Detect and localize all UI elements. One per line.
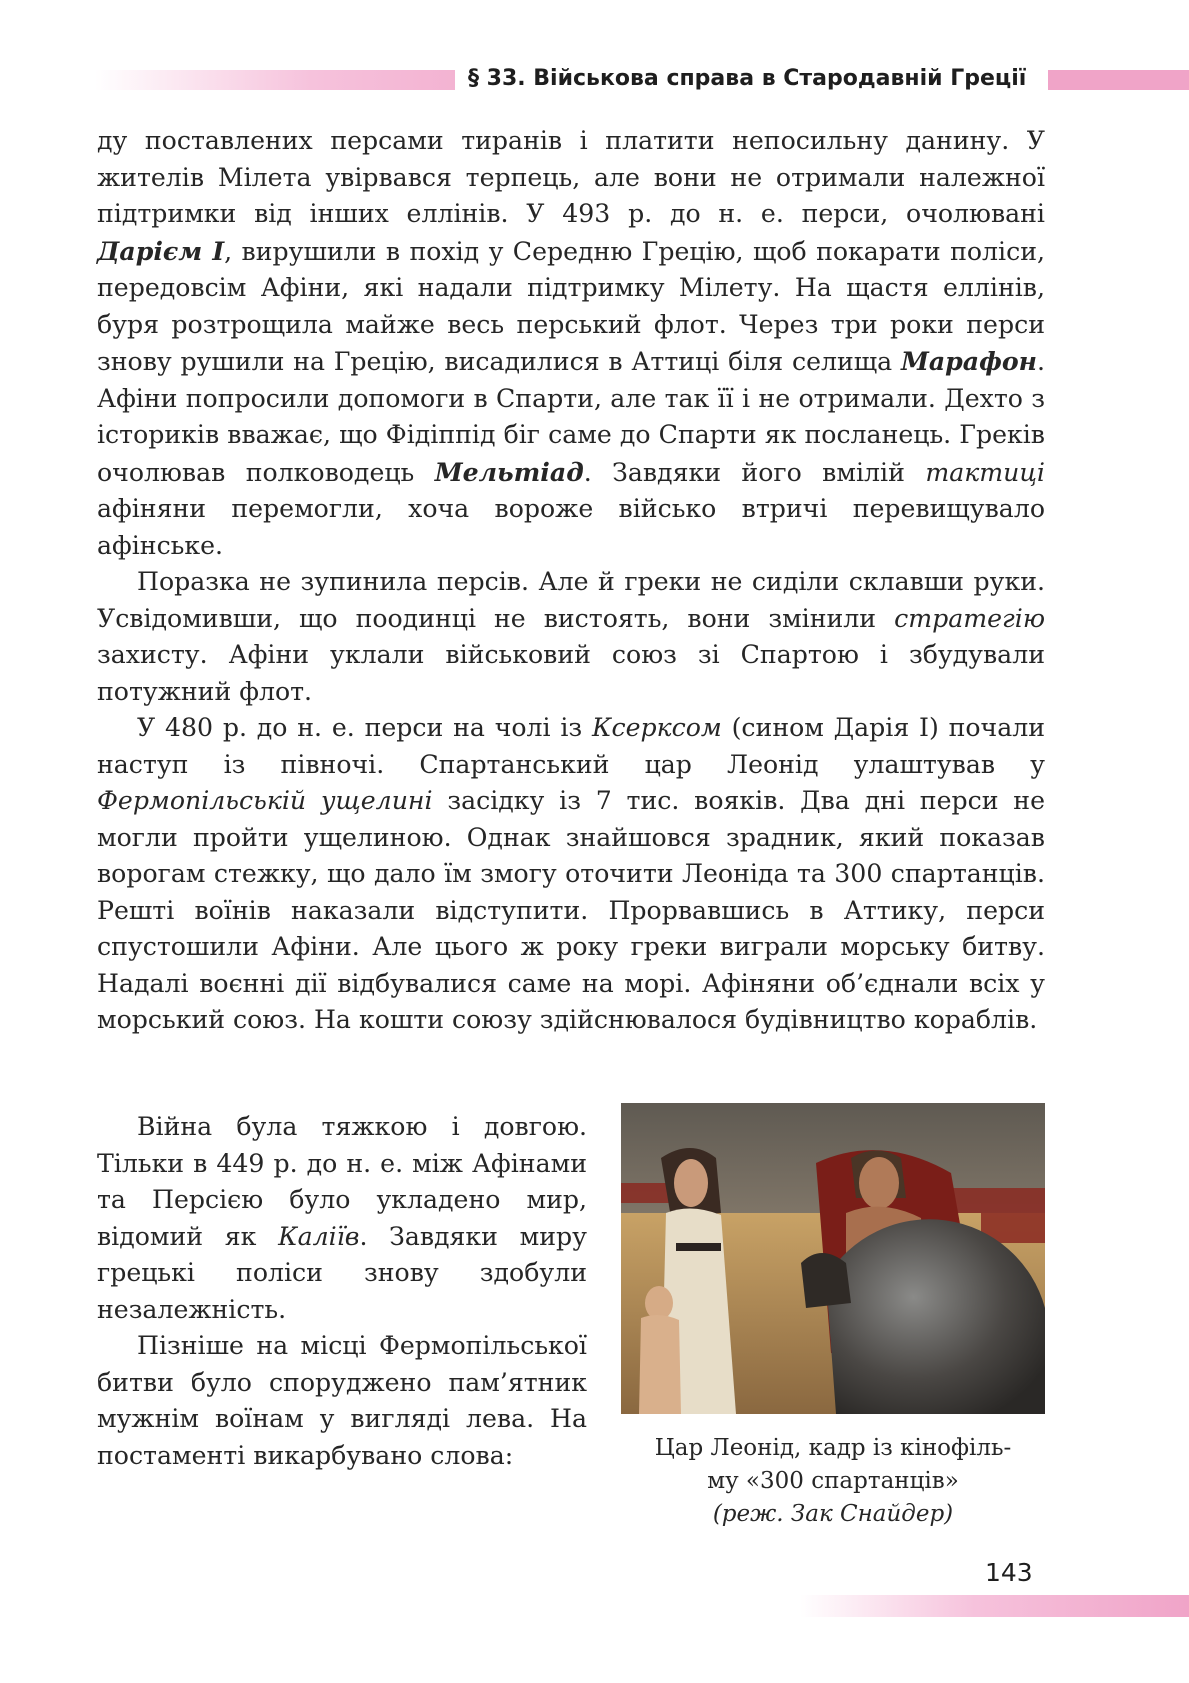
paragraph	[97, 123, 1045, 564]
text-run: ду поставлених персами тиранів і платити непосильну данину. У жителів Мілета увірвався терпець, але вони не отримали належної підтримки від інших еллінів. У 493 р. до н. е. перси, очолювані	[97, 126, 1045, 228]
text-beside-figure	[97, 1109, 587, 1474]
text-run: засідку із 7 тис. вояків. Два дні перси не могли пройти ущелиною. Однак знайшовся зрадник, який показав ворогам стежку, що дало їм змогу оточити Леоніда та 300 спартанців. Решті воїнів наказали відступити. Прорвавшись в Аттику, перси спустошили Афіни. Але цього ж року греки виграли морську битву. Надалі воєнні дії відбувалися саме на морі. Афіняни об’єднали всіх у морський союз. На кошти союзу здійснювалося будівництво кораблів.	[97, 786, 1045, 1034]
emphasized-term: стратегію	[894, 603, 1045, 633]
text-run: Пізніше на місці Фермопільської битви було споруджено пам’ятник мужнім воїнам у вигляді лева. На постаменті викарбувано слова:	[97, 1331, 587, 1470]
emphasized-term: Дарієм I	[97, 235, 225, 266]
main-text-block	[97, 123, 1045, 1039]
text-run: . Завдяки миру грецькі поліси знову здобули незалежність.	[97, 1221, 587, 1324]
emphasized-term: Каліїв	[278, 1221, 360, 1251]
emphasized-term: Ксерксом	[591, 713, 722, 742]
text-run: захисту. Афіни уклали військовий союз зі Спартою і збудували потужний флот.	[97, 640, 1045, 706]
section-title: § 33. Військова справа в Стародавній Греції	[468, 66, 1027, 91]
paragraph	[97, 710, 1045, 1039]
text-run: афіняни перемогли, хоча вороже військо втричі перевищувало афінське.	[97, 494, 1045, 560]
emphasized-term: Мельтіад	[434, 456, 584, 487]
text-run: Війна була тяжкою і довгою. Тільки в 449 р. до н. е. між Афінами та Персією було укладено мир, відомий як	[97, 1112, 587, 1251]
text-run: . Завдяки його вмілій	[583, 457, 926, 487]
paragraph	[97, 1328, 587, 1474]
paragraph	[97, 564, 1045, 710]
header-decor-bar-right	[1048, 70, 1189, 90]
emphasized-term: Марафон	[900, 346, 1037, 376]
caption-line-2: му «300 спартанців»	[707, 1468, 959, 1494]
figure-caption	[621, 1432, 1045, 1531]
film-still-illustration	[621, 1103, 1045, 1414]
text-run: (сином Дарія І) почали наступ із півночі. Спартанський цар Леонід улаштував у	[97, 713, 1046, 779]
footer-decor-bar	[800, 1595, 1189, 1617]
film-still-image	[621, 1103, 1045, 1414]
text-run: Поразка не зупинила персів. Але й греки не сиділи склавши руки. Усвідомивши, що поодинці не вистоять, вони змінили	[97, 567, 1045, 633]
paragraph	[97, 1109, 587, 1328]
text-run: У 480 р. до н. е. перси на чолі із	[137, 713, 592, 742]
emphasized-term: Фермопільській ущелині	[97, 786, 433, 815]
page-header	[0, 62, 1189, 96]
page-number: 143	[985, 1558, 1033, 1587]
header-decor-bar-left	[95, 70, 455, 90]
text-run: . Афіни попросили допомоги в Спарти, але так її і не отримали. Дехто з істориків вважає, що Фідіппід біг саме до Спарти як посланець. Греків очолював полководець	[97, 347, 1045, 487]
caption-line-1: Цар Леонід, кадр із кінофіль-	[654, 1435, 1012, 1461]
emphasized-term: тактиці	[925, 457, 1045, 487]
caption-credit: (реж. Зак Снайдер)	[712, 1501, 954, 1527]
text-run: , вирушили в похід у Середню Грецію, щоб покарати поліси, передовсім Афіни, які надали підтримку Мілету. На щастя еллінів, буря розтрощила майже весь перський флот. Через три роки перси знову рушили на Грецію, висадилися в Аттиці біля селища	[97, 236, 1045, 376]
